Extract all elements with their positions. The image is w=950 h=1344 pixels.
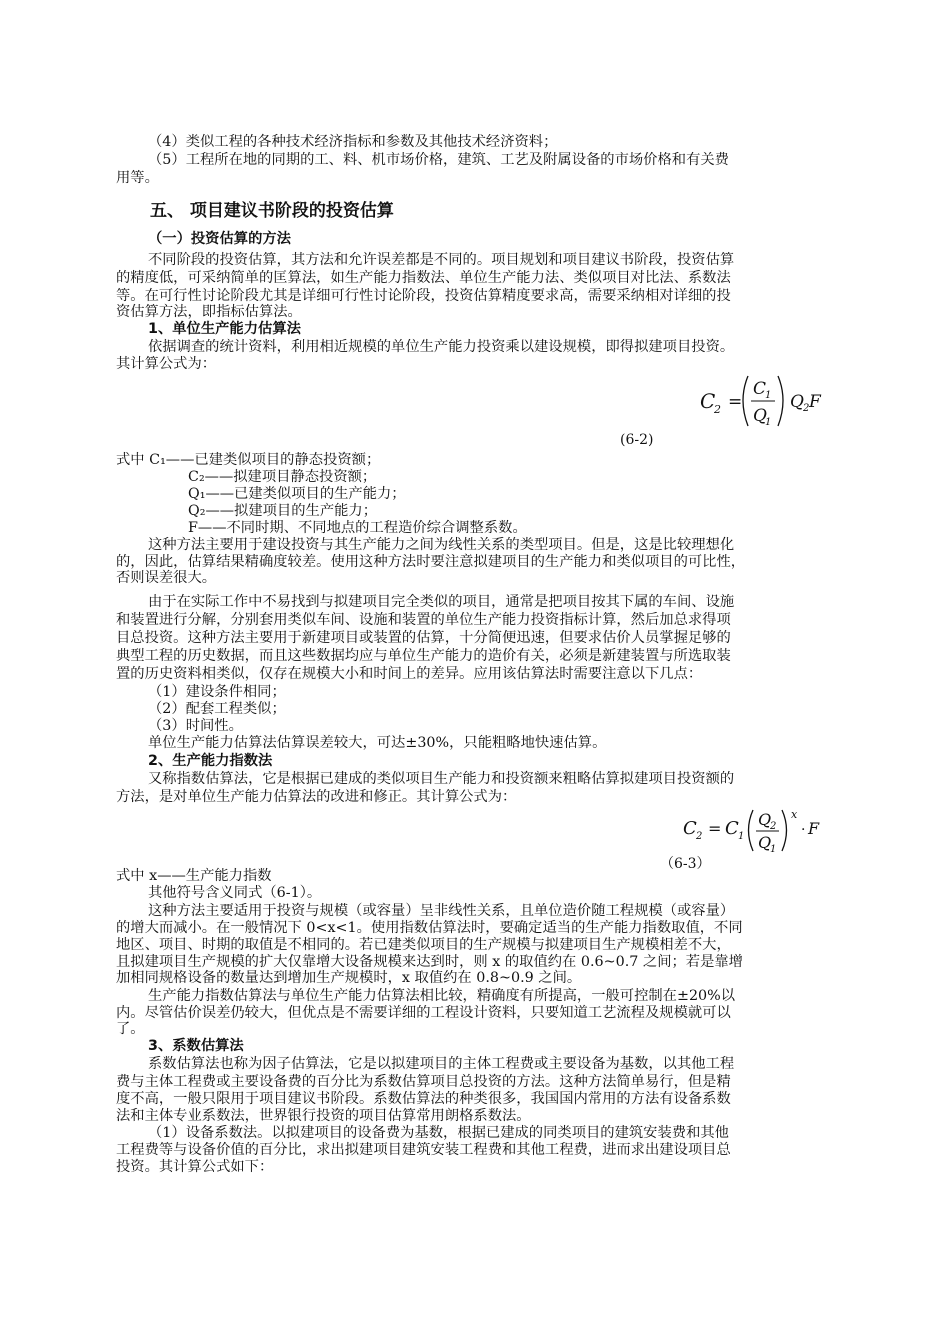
paragraph-line: 单位生产能力估算法估算误差较大，可达±30%，只能粗略地快速估算。 xyxy=(148,735,607,751)
paragraph-line: 投资。其计算公式如下： xyxy=(116,1159,274,1175)
svg-text:Q: Q xyxy=(758,833,772,852)
svg-text:Q: Q xyxy=(753,406,767,426)
svg-text:C: C xyxy=(753,379,767,399)
paragraph-line: 由于在实际工作中不易找到与拟建项目完全类似的项目，通常是把项目按其下属的车间、设施 xyxy=(148,594,735,610)
svg-text:1: 1 xyxy=(765,390,772,401)
paragraph-line: 加相同规格设备的数量达到增加生产规模时，x 取值约在 0.8~0.9 之间。 xyxy=(116,970,582,986)
symbol-definition: Q₂——拟建项目的生产能力； xyxy=(188,503,378,519)
paragraph-line: 费与主体工程费或主要设备费的百分比为系数估算项目总投资的方法。这种方法简单易行，但是精 xyxy=(116,1074,731,1090)
symbol-definition: Q₁——已建类似项目的生产能力； xyxy=(188,486,406,502)
svg-text:1: 1 xyxy=(770,844,777,854)
symbol-definition: F——不同时期、不同地点的工程造价综合调整系数。 xyxy=(188,520,527,536)
paragraph-line: 系数估算法也称为因子估算法，它是以拟建项目的主体工程费或主要设备为基数，以其他工程 xyxy=(148,1056,735,1072)
paragraph-line: 法和主体专业系数法，世界银行投资的项目估算常用朗格系数法。 xyxy=(116,1108,531,1124)
symbol-definition: 式中 x——生产能力指数 xyxy=(116,868,272,884)
svg-text:2: 2 xyxy=(696,831,703,842)
svg-text:2: 2 xyxy=(803,403,810,414)
svg-text:C: C xyxy=(725,818,739,839)
paragraph-line: 内。尽管估价误差仍较大，但优点是不需要详细的工程设计资料，只要知道工艺流程及规模就可以 xyxy=(116,1005,731,1021)
paragraph-line: 又称指数估算法，它是根据已建成的类似项目生产能力和投资额来粗略估算拟建项目投资额的 xyxy=(148,771,735,787)
paragraph-line: 否则误差很大。 xyxy=(116,570,217,586)
method-heading: 3、系数估算法 xyxy=(148,1038,244,1054)
method-heading: 1、单位生产能力估算法 xyxy=(148,321,301,337)
paragraph-line: 工程费等与设备价值的百分比，求出拟建项目建筑安装工程费和其他工程费，进而求出建设项目总 xyxy=(116,1142,731,1158)
paragraph-line: 等。在可行性讨论阶段尤其是详细可行性讨论阶段，投资估算精度要求高，需要采纳相对详细的投 xyxy=(116,288,731,304)
paragraph-line: 用等。 xyxy=(116,170,159,186)
svg-text:Q: Q xyxy=(758,810,772,829)
paragraph-line: 不同阶段的投资估算，其方法和允许误差都是不同的。项目规划和项目建议书阶段，投资估算 xyxy=(148,252,735,268)
paragraph-line: 目总投资。这种方法主要用于新建项目或装置的估算，十分简便迅速，但要求估价人员掌握足够的 xyxy=(116,630,731,646)
svg-text:2: 2 xyxy=(714,403,721,416)
paragraph-line: 这种方法主要适用于投资与规模（或容量）呈非线性关系，且单位造价随工程规模（或容量） xyxy=(148,903,735,919)
paragraph-line: 依据调查的统计资料，利用相近规模的单位生产能力投资乘以建设规模，即得拟建项目投资。 xyxy=(148,339,735,355)
svg-text:Q: Q xyxy=(790,392,804,412)
list-item: （3）时间性。 xyxy=(148,718,243,734)
svg-text:1: 1 xyxy=(738,831,745,842)
svg-text:F: F xyxy=(809,392,821,412)
section-heading: 五、 项目建议书阶段的投资估算 xyxy=(150,201,394,221)
paragraph-line: （4）类似工程的各种技术经济指标和参数及其他技术经济资料； xyxy=(148,134,558,150)
paragraph-line: 典型工程的历史数据，而且这些数据均应与单位生产能力的造价有关，必须是新建装置与所选取装 xyxy=(116,648,731,664)
paragraph-line: 的增大而减小。在一般情况下 0<x<1。使用指数估算法时，要确定适当的生产能力指数取值，不同 xyxy=(116,920,743,936)
paragraph-line: （5）工程所在地的同期的工、料、机市场价格，建筑、工艺及附属设备的市场价格和有关费 xyxy=(148,152,729,168)
formula-6-2 xyxy=(690,370,840,430)
paragraph-line: 方法，是对单位生产能力估算法的改进和修正。其计算公式为： xyxy=(116,789,517,805)
paragraph-line: 置的历史资料相类似，仅存在规模大小和时间上的差异。应用该估算法时需要注意以下几点： xyxy=(116,666,703,682)
paragraph-line: 其他符号含义同式（6-1）。 xyxy=(148,885,322,901)
equation-number: （6-3） xyxy=(660,856,711,872)
svg-text:=: = xyxy=(728,392,743,412)
paragraph-line: 资估算方法，即指标估算法。 xyxy=(116,304,302,320)
paragraph-line: 和装置进行分解，分别套用类似车间、设施和装置的单位生产能力投资指标计算，然后加总求得项 xyxy=(116,612,731,628)
symbol-definition: C₂——拟建项目静态投资额； xyxy=(188,469,377,485)
symbol-definition: 式中 C₁——已建类似项目的静态投资额； xyxy=(116,452,381,468)
paragraph-line: （1）设备系数法。以拟建项目的设备费为基数，根据已建成的同类项目的建筑安装费和其他 xyxy=(148,1125,729,1141)
equation-number: (6-2) xyxy=(620,432,654,448)
svg-text:C: C xyxy=(683,818,697,839)
paragraph-line: 生产能力指数估算法与单位生产能力估算法相比较，精确度有所提高，一般可控制在±20%以 xyxy=(148,988,736,1004)
svg-text:C: C xyxy=(700,389,716,413)
paragraph-line: 度不高，一般只限用于项目建议书阶段。系数估算法的种类很多，我国国内常用的方法有设备系数 xyxy=(116,1091,731,1107)
list-item: （2）配套工程类似； xyxy=(148,701,286,717)
svg-text:x: x xyxy=(791,808,798,821)
method-heading: 2、生产能力指数法 xyxy=(148,753,273,769)
paragraph-line: 且拟建项目生产规模的扩大仅靠增大设备规模来达到时，则 x 的取值约在 0.6~0.7 之间；若是靠增 xyxy=(116,954,743,970)
subsection-heading: （一）投资估算的方法 xyxy=(148,231,291,247)
list-item: （1）建设条件相同； xyxy=(148,684,286,700)
svg-text:F: F xyxy=(808,819,820,838)
paragraph-line: 的精度低，可采纳简单的匡算法，如生产能力指数法、单位生产能力法、类似项目对比法、系数法 xyxy=(116,270,731,286)
svg-text:1: 1 xyxy=(765,417,772,428)
paragraph-line: 的，因此，估算结果精确度较差。使用这种方法时要注意拟建项目的生产能力和类似项目的可比性， xyxy=(116,554,746,570)
formula-6-3 xyxy=(675,808,835,854)
paragraph-line: 这种方法主要用于建设投资与其生产能力之间为线性关系的类型项目。但是，这是比较理想化 xyxy=(148,537,735,553)
paragraph-line: 了。 xyxy=(116,1021,145,1037)
svg-text:2: 2 xyxy=(770,821,777,832)
svg-text:=: = xyxy=(708,819,722,838)
paragraph-line: 其计算公式为： xyxy=(116,356,217,372)
svg-text:·: · xyxy=(801,822,806,838)
paragraph-line: 地区、项目、时期的取值是不相同的。若已建类似项目的生产规模与拟建项目生产规模相差不大， xyxy=(116,937,731,953)
